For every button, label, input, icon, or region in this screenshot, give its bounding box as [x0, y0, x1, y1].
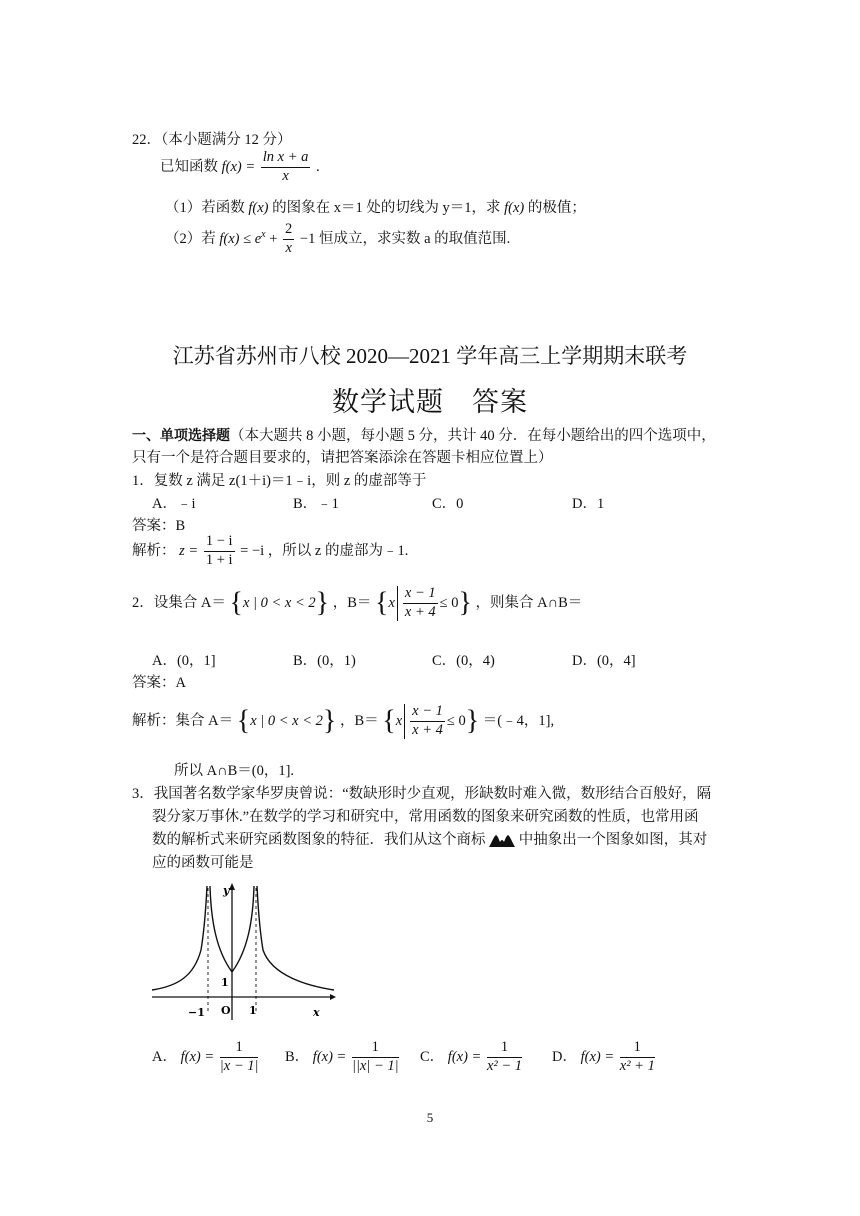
- q2-setB-tail: ≤ 0: [439, 594, 459, 611]
- q2-stem-prefix: 2．设集合 A＝: [132, 594, 226, 611]
- q3-option-c-label: C．: [420, 1048, 445, 1065]
- q3-line1: 3．我国著名数学家华罗庚曾说：“数缺形时少直观，形缺数时难入微，数形结合百般好，隔: [132, 786, 712, 802]
- q3-option-a-num: 1: [220, 1040, 259, 1058]
- q22-part2-expr: f(x) ≤ e: [219, 230, 262, 247]
- q2-analysis-line2: 所以 A∩B＝(0，1].: [174, 763, 295, 779]
- q2-option-b: B．(0，1): [293, 653, 356, 669]
- q3-option-d-label: D．: [552, 1048, 577, 1065]
- q22-part1-f2: f(x): [504, 200, 525, 216]
- q22-part1-tail: 的极值；: [527, 200, 586, 216]
- q3-line3: [152, 828, 707, 849]
- q1-option-c: C．0: [432, 496, 464, 512]
- document-subtitle: 数学试题 答案: [332, 387, 528, 417]
- q1-answer: 答案：B: [132, 518, 186, 534]
- q2-analysis-setB-fraction: [410, 704, 445, 739]
- q1-analysis-fraction: [204, 534, 235, 569]
- q3-option-d: [552, 1040, 657, 1075]
- q22-func-lhs: f(x) =: [221, 158, 256, 175]
- q3-option-a-label: A．: [152, 1048, 177, 1065]
- q2-setA: x | 0 < x < 2: [242, 594, 316, 611]
- q1-option-a: A．﹣i: [152, 496, 196, 512]
- q2-analysis-setB-num: x − 1: [410, 704, 445, 722]
- q1-option-b: B．﹣1: [293, 496, 339, 512]
- q2-analysis-result: ＝(﹣4，1],: [482, 712, 555, 729]
- q2-option-d: D．(0，4]: [572, 653, 636, 669]
- q2-stem-mid: ，B＝: [332, 594, 372, 611]
- q3-option-d-den: x² + 1: [619, 1057, 655, 1074]
- x-axis-arrow-icon: [330, 994, 336, 1000]
- q2-analysis-setB-x: x: [395, 712, 403, 729]
- curve-far-right: [257, 886, 334, 990]
- q2-setA-open-brace: {: [229, 587, 243, 619]
- q1-analysis-den: 1 + i: [205, 551, 233, 568]
- q22-part2-prefix: （2）若: [165, 230, 216, 247]
- q2-stem-tail: ，则集合 A∩B＝: [475, 594, 583, 611]
- q3-option-c-lhs: f(x) =: [447, 1048, 482, 1065]
- graph-label-y: y: [223, 884, 230, 897]
- q2-option-a: A．(0，1]: [152, 653, 216, 669]
- q1-option-d: D．1: [572, 496, 605, 512]
- q2-setB-num: x − 1: [403, 586, 438, 604]
- q22-part2-sup: x: [261, 228, 266, 240]
- q22-part2-fraction: [283, 222, 294, 257]
- q1-analysis-tail: = −i ，所以 z 的虚部为﹣1.: [240, 542, 409, 559]
- q3-option-c-fraction: [487, 1040, 522, 1075]
- q3-function-graph: [148, 880, 338, 1025]
- q1-analysis-prefix: 解析：: [132, 542, 176, 559]
- q2-setB-open-brace: {: [375, 587, 389, 619]
- q3-option-a-fraction: [220, 1040, 259, 1075]
- q2-setB-close-brace: }: [458, 587, 472, 619]
- q3-option-a-lhs: f(x) =: [180, 1048, 215, 1065]
- q2-answer: 答案：A: [132, 675, 186, 691]
- trademark-logo-icon: [489, 834, 515, 848]
- q3-line3-text: 数的解析式来研究函数图象的特征．我们从这个商标: [152, 832, 486, 848]
- q2-analysis-setB-close-brace: }: [465, 705, 480, 737]
- q1-analysis-num: 1 − i: [204, 534, 235, 552]
- q22-part2-minus: −1: [299, 230, 316, 247]
- q3-line2: 裂分家万事休.”在数学的学习和研究中，常用函数的图象来研究函数的性质，也常用函: [152, 809, 699, 825]
- q3-line4: 应的函数可能是: [152, 855, 254, 871]
- q22-part1-f: f(x): [248, 200, 269, 216]
- q2-setB-bar: [397, 586, 440, 621]
- q3-option-b-label: B．: [285, 1048, 310, 1065]
- q3-line3-tail: 中抽象出一个图象如图，其对: [518, 832, 708, 848]
- q3-option-c: [420, 1040, 524, 1075]
- q22-part2-tail: 恒成立，求实数 a 的取值范围.: [318, 230, 511, 247]
- q2-analysis-setA-close-brace: }: [322, 705, 337, 737]
- q2-analysis-setB-open-brace: {: [382, 705, 396, 737]
- q22-part1: [165, 196, 586, 217]
- q3-option-b-num: 1: [352, 1040, 399, 1058]
- q2-setA-close-brace: }: [315, 587, 330, 619]
- y-axis-arrow-icon: [229, 883, 235, 890]
- q1-analysis-lhs: z =: [179, 542, 199, 559]
- q2-option-c: C．(0，4): [432, 653, 495, 669]
- q2-analysis-setA-open-brace: {: [236, 705, 251, 737]
- q3-option-d-num: 1: [620, 1040, 655, 1058]
- q22-header: 22．（本小题满分 12 分）: [132, 132, 292, 148]
- q3-option-b-den: ||x| − 1|: [351, 1057, 399, 1074]
- q2-analysis-setB-tail: ≤ 0: [446, 712, 466, 729]
- q1-stem: 1．复数 z 满足 z(1＋i)＝1﹣i，则 z 的虚部等于: [132, 473, 427, 489]
- q22-func-fraction: [261, 150, 311, 185]
- q3-option-a: [152, 1040, 260, 1075]
- curve-far-left: [152, 886, 207, 990]
- q2-analysis-setA: x | 0 < x < 2: [250, 712, 323, 729]
- section1-line1: [132, 424, 716, 445]
- q3-option-b-fraction: [352, 1040, 399, 1075]
- q22-part2-den: x: [285, 239, 292, 256]
- q3-option-b: [285, 1040, 401, 1075]
- q22-function-line: [160, 150, 320, 185]
- graph-label-one-y: 1: [221, 976, 229, 989]
- q22-part2-num: 2: [283, 222, 294, 240]
- q3-option-d-lhs: f(x) =: [580, 1048, 615, 1065]
- q22-part1-mid: 的图象在 x＝1 处的切线为 y＝1，求: [272, 200, 501, 216]
- q1-analysis: [132, 534, 408, 569]
- q2-analysis-setB-den: x + 4: [412, 721, 443, 738]
- q2-analysis-mid: ，B＝: [339, 712, 379, 729]
- q22-func-num: ln x + a: [261, 150, 311, 168]
- graph-label-neg-one: −1: [188, 1006, 205, 1019]
- q22-intro: 已知函数: [160, 158, 218, 175]
- q2-setB-x: x: [388, 594, 395, 611]
- q22-part2: [165, 222, 510, 257]
- section1-heading: 一、单项选择题: [132, 428, 230, 444]
- q2-analysis-prefix: 解析：集合 A＝: [132, 712, 234, 729]
- q22-part2-plus: +: [269, 230, 278, 247]
- q2-analysis: [132, 704, 554, 739]
- q22-part1-prefix: （1）若函数: [165, 200, 245, 216]
- section1-desc1: （本大题共 8 小题，每小题 5 分，共计 40 分．在每小题给出的四个选项中，: [230, 428, 716, 444]
- document-title: 江苏省苏州市八校 2020—2021 学年高三上学期期末联考: [172, 344, 688, 368]
- graph-label-x: x: [313, 1006, 320, 1019]
- q3-option-b-lhs: f(x) =: [312, 1048, 347, 1065]
- q3-option-d-fraction: [620, 1040, 655, 1075]
- q3-option-c-den: x² − 1: [486, 1057, 523, 1074]
- graph-label-origin: O: [221, 1004, 231, 1017]
- q2-setB-den: x + 4: [404, 603, 436, 620]
- q2-setB-fraction: [403, 586, 438, 621]
- q3-option-a-den: |x − 1|: [219, 1057, 259, 1074]
- section1-desc2: 只有一个是符合题目要求的，请把答案添涂在答题卡相应位置上）: [132, 450, 553, 466]
- q3-option-c-num: 1: [487, 1040, 522, 1058]
- graph-label-pos-one: 1: [249, 1004, 257, 1017]
- page-number: 5: [426, 1110, 434, 1125]
- q2-analysis-setB-bar: [404, 704, 447, 739]
- q22-func-den: x: [282, 167, 289, 184]
- q2-stem: [132, 586, 582, 621]
- q22-func-tail: .: [316, 158, 320, 175]
